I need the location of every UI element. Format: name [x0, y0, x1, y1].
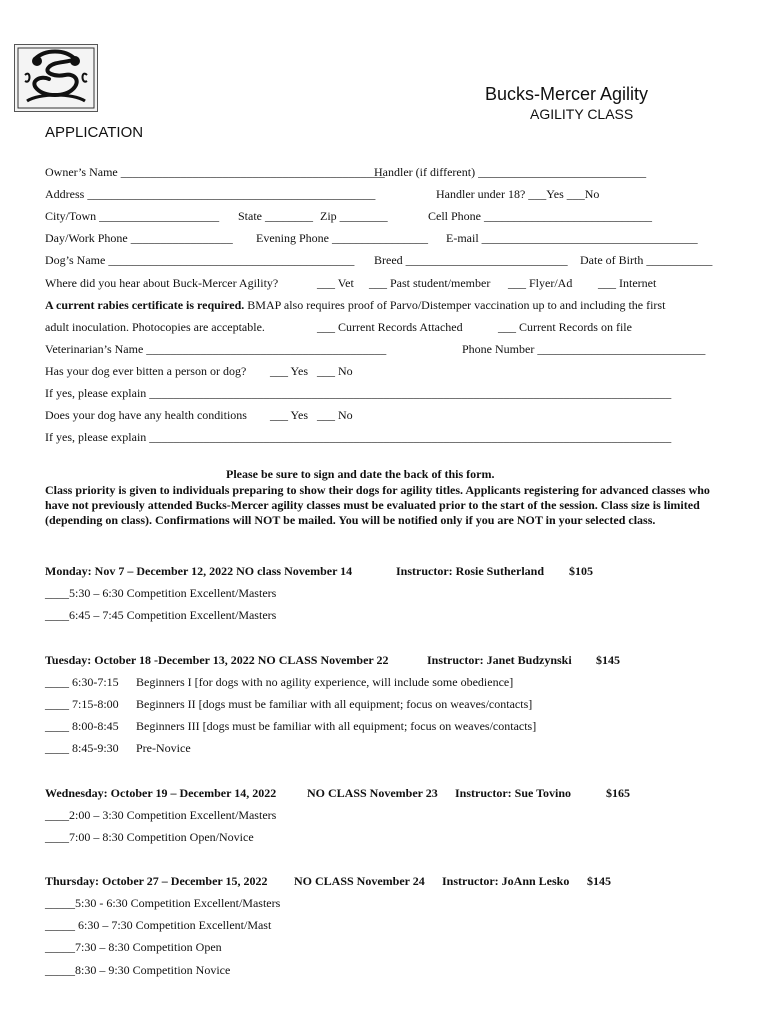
- date-of-birth-field[interactable]: Date of Birth ___________: [580, 253, 713, 267]
- rabies-requirement: [45, 298, 665, 313]
- wednesday-no-class: NO CLASS November 23: [307, 786, 438, 800]
- vaccination-requirement: BMAP also requires proof of Parvo/Distemper vaccination up to and including the first: [244, 298, 666, 312]
- zip-field[interactable]: Zip ________: [320, 209, 388, 223]
- monday-instructor: Instructor: Rosie Sutherland: [396, 564, 545, 578]
- email-field[interactable]: E-mail ____________________________________: [446, 231, 698, 245]
- referral-internet-option[interactable]: ___ Internet: [598, 276, 657, 290]
- thursday-no-class: NO CLASS November 24: [294, 874, 425, 888]
- state-field[interactable]: State ________: [238, 209, 313, 223]
- wednesday-instructor: Instructor: Sue Tovino: [455, 786, 572, 800]
- wednesday-class-option[interactable]: ____2:00 – 3:30 Competition Excellent/Masters: [45, 808, 277, 822]
- health-explain-field[interactable]: If yes, please explain _______________________________________________________________________________________: [45, 430, 672, 444]
- inoculation-note: adult inoculation. Photocopies are acceptable.: [45, 320, 265, 334]
- veterinarian-field[interactable]: Veterinarian’s Name ________________________________________: [45, 342, 387, 356]
- bite-no-option[interactable]: ___ No: [317, 364, 353, 378]
- address-field[interactable]: Address ________________________________________________: [45, 187, 376, 201]
- rabies-requirement-bold: A current rabies certificate is required.: [45, 298, 245, 312]
- records-attached-option[interactable]: ___ Current Records Attached: [317, 320, 463, 334]
- monday-price: $105: [569, 564, 593, 578]
- tuesday-class-desc: Beginners III [dogs must be familiar with all equipment; focus on weaves/contacts]: [136, 719, 537, 733]
- referral-flyer-option[interactable]: ___ Flyer/Ad: [508, 276, 573, 290]
- org-title: Bucks-Mercer Agility: [485, 84, 649, 104]
- class-priority-notice: Class priority is given to individuals preparing to show their dogs for agility titles. Applicants registering for advanced classes who have not previously attended Bucks-Mercer agility classes must be evaluated prior to the start of the session. Class size is limited (depending on class). Confirmations will NOT be mailed. You will be notified only if you are NOT in your selected class.: [45, 483, 710, 527]
- health-no-option[interactable]: ___ No: [317, 408, 353, 422]
- dog-name-field[interactable]: Dog’s Name _________________________________________: [45, 253, 355, 267]
- work-phone-field[interactable]: Day/Work Phone _________________: [45, 231, 233, 245]
- wednesday-header: Wednesday: October 19 – December 14, 2022: [45, 786, 277, 800]
- tuesday-class-desc: Beginners II [dogs must be familiar with all equipment; focus on weaves/contacts]: [136, 697, 533, 711]
- health-yes-option[interactable]: ___ Yes: [270, 408, 309, 422]
- evening-phone-field[interactable]: Evening Phone ________________: [256, 231, 428, 245]
- tuesday-instructor: Instructor: Janet Budzynski: [427, 653, 572, 667]
- sign-date-notice: Please be sure to sign and date the back of this form.: [226, 467, 495, 481]
- thursday-header: Thursday: October 27 – December 15, 2022: [45, 874, 268, 888]
- tuesday-header: Tuesday: October 18 -December 13, 2022 NO CLASS November 22: [45, 653, 389, 667]
- tuesday-price: $145: [596, 653, 620, 667]
- breed-field[interactable]: Breed ___________________________: [374, 253, 568, 267]
- class-subtitle: AGILITY CLASS: [530, 106, 634, 122]
- tuesday-class-time[interactable]: ____ 7:15-8:00: [45, 697, 119, 711]
- tuesday-class-time[interactable]: ____ 8:00-8:45: [45, 719, 119, 733]
- city-field[interactable]: City/Town ____________________: [45, 209, 220, 223]
- cell-phone-field[interactable]: Cell Phone ____________________________: [428, 209, 652, 223]
- wednesday-class-option[interactable]: ____7:00 – 8:30 Competition Open/Novice: [45, 830, 254, 844]
- vet-phone-field[interactable]: Phone Number ____________________________: [462, 342, 706, 356]
- dog-logo-icon: [14, 44, 98, 112]
- application-heading: APPLICATION: [45, 124, 144, 141]
- bite-question: Has your dog ever bitten a person or dog?: [45, 364, 247, 378]
- referral-vet-option[interactable]: ___ Vet: [317, 276, 354, 290]
- tuesday-class-desc: Pre-Novice: [136, 741, 191, 755]
- monday-header: Monday: Nov 7 – December 12, 2022 NO class November 14: [45, 564, 353, 578]
- thursday-class-option[interactable]: _____5:30 - 6:30 Competition Excellent/Masters: [45, 896, 281, 910]
- wednesday-price: $165: [606, 786, 630, 800]
- thursday-instructor: Instructor: JoAnn Lesko: [442, 874, 570, 888]
- tuesday-class-desc: Beginners I [for dogs with no agility experience, will include some obedience]: [136, 675, 514, 689]
- handler-field[interactable]: Handler (if different) ____________________________: [374, 165, 647, 179]
- owner-name-field[interactable]: Owner’s Name ____________________________________________: [45, 165, 385, 179]
- tuesday-class-time[interactable]: ____ 6:30-7:15: [45, 675, 119, 689]
- referral-question: Where did you hear about Buck-Mercer Agility?: [45, 276, 279, 290]
- monday-class-option[interactable]: ____5:30 – 6:30 Competition Excellent/Masters: [45, 586, 277, 600]
- handler-under-18-options[interactable]: Handler under 18? ___Yes ___No: [436, 187, 600, 201]
- records-on-file-option[interactable]: ___ Current Records on file: [498, 320, 632, 334]
- thursday-class-option[interactable]: _____ 6:30 – 7:30 Competition Excellent/Mast: [45, 918, 272, 932]
- bite-yes-option[interactable]: ___ Yes: [270, 364, 309, 378]
- thursday-class-option[interactable]: _____8:30 – 9:30 Competition Novice: [45, 963, 231, 977]
- thursday-class-option[interactable]: _____7:30 – 8:30 Competition Open: [45, 940, 222, 954]
- tuesday-class-time[interactable]: ____ 8:45-9:30: [45, 741, 119, 755]
- referral-past-student-option[interactable]: ___ Past student/member: [369, 276, 491, 290]
- bite-explain-field[interactable]: If yes, please explain _______________________________________________________________________________________: [45, 386, 672, 400]
- health-question: Does your dog have any health conditions: [45, 408, 247, 422]
- monday-class-option[interactable]: ____6:45 – 7:45 Competition Excellent/Masters: [45, 608, 277, 622]
- thursday-price: $145: [587, 874, 611, 888]
